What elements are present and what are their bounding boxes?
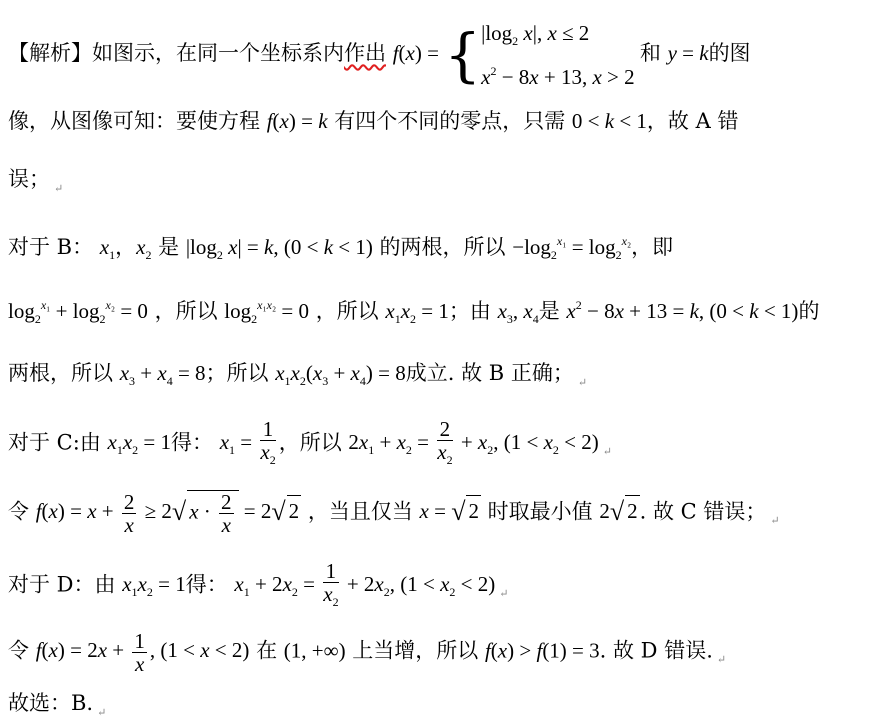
- text-suoyi-3: ；所以: [205, 361, 269, 385]
- math-x3-x4: $x_3$, $x_4$: [497, 299, 539, 326]
- text-suoyi-1: ，所以: [154, 299, 218, 323]
- text-de-d: 得：: [185, 572, 228, 597]
- text-wu: 误；: [8, 167, 50, 191]
- math-x1x2-eq-1: $x_1x_2 = 1$: [385, 299, 449, 326]
- text-xiang: 像，从图像可知：要使方程: [8, 109, 260, 133]
- line-2: [8, 106, 738, 136]
- line-6: [8, 358, 587, 398]
- text-sige: 有四个不同的零点，只需: [334, 109, 566, 133]
- math-fx-2x: f(x) = 2x + $\frac{1}{x}$ , (1 < x < 2): [35, 629, 250, 676]
- paragraph-mark: ↵: [499, 587, 509, 601]
- text-ji: ，即: [631, 235, 674, 259]
- math-interval: (1, +∞): [283, 638, 346, 663]
- line-9: [8, 560, 508, 613]
- paragraph-mark: ↵: [97, 706, 107, 719]
- math-fx-gt-f1: f(x) > f(1) = 3: [484, 638, 600, 663]
- paragraph-mark: ↵: [54, 182, 64, 195]
- text-lianggen: 的两根，所以: [379, 235, 506, 259]
- paragraph-mark: ↵: [716, 653, 727, 667]
- text-c-cuowu: . 故 C 错误；: [639, 499, 767, 524]
- line-8: [8, 490, 780, 536]
- math-2root2: 2√ 2: [599, 497, 638, 527]
- text-dangqie: ，当且仅当: [307, 499, 413, 524]
- text-he: 和: [639, 40, 661, 65]
- text-zuixiao: 时取最小值: [487, 499, 593, 524]
- math-x3-plus-x4: $x_3 + x_4 = 8$: [119, 361, 206, 388]
- math-fx-def: f(x) = { $|\log_2$ x|, x ≤ 2 $x^2 - 8x + 13$, x > 2: [392, 21, 635, 89]
- text-detu: 的图: [708, 40, 751, 65]
- line-3: [8, 164, 63, 204]
- text-dangzeng: 上当增，所以: [352, 638, 479, 663]
- text-ling: 令: [8, 499, 29, 524]
- line-5: [8, 290, 819, 334]
- math-quadratic: $x^2 - 8x + 13 = k$, (0 < k < 1): [566, 298, 799, 323]
- text-chengli: 成立. 故 B 正确；: [405, 361, 574, 385]
- math-log-prod: $\log_2^{x_1x_2} = 0$: [224, 298, 309, 326]
- math-log-sum: $\log_2^{x_1} + \log_2^{x_2} = 0$: [8, 298, 148, 326]
- math-prod-sum: $x_1x_2(x_3 + x_4) = 8$: [275, 361, 406, 388]
- math-k-range: 0 < k < 1: [571, 109, 647, 133]
- text-zuochu: 作出: [344, 40, 386, 65]
- math-x1-frac: $x_1$ = $\frac{1}{x_2}$: [219, 417, 276, 467]
- math-x1-x2: $x_1$，$x_2$: [99, 235, 152, 262]
- text-you: ；由: [448, 299, 491, 323]
- math-fx-eq-k: f(x) = k: [266, 109, 328, 133]
- text-duiyu-c: 对于 C:由: [8, 430, 101, 455]
- line-10: [8, 630, 726, 675]
- line-11: [8, 688, 106, 728]
- text-lianggen-2: 两根，所以: [8, 361, 113, 385]
- text-d-cuowu: . 故 D 错误.: [599, 638, 713, 663]
- text-suoyi-2: ，所以: [315, 299, 379, 323]
- math-x1-plus-2x2: $x_1 + 2x_2$ = $\frac{1}{x_2}$ + $2x_2$, $(1 < x_2 < 2)$: [234, 559, 496, 609]
- math-2x1-plus-x2: $2x_1 + x_2$ = $\frac{2}{x_2}$ + $x_2$, $(1 < x_2 < 2)$: [348, 417, 599, 467]
- paragraph-mark: ↵: [770, 514, 780, 528]
- math-amgm: f(x) = x + $\frac{2}{x}$ ≥ 2√ x · $\frac{2}{x}$ = 2√ 2: [35, 490, 300, 537]
- text-ling-d: 令: [8, 638, 29, 663]
- math-x-eq-root2: x = √ 2: [419, 497, 479, 527]
- paragraph-mark: ↵: [602, 445, 612, 459]
- text-de-c: 得：: [171, 430, 214, 455]
- text-shi: 是: [158, 235, 180, 259]
- text-duiyu-d: 对于 D：由: [8, 572, 116, 597]
- text-de: 的: [798, 299, 820, 323]
- text-zai: 在: [256, 638, 278, 663]
- line-7: [8, 418, 612, 471]
- math-x1x2-eq-1-c: $x_1x_2 = 1$: [107, 430, 172, 458]
- math-y-eq-k: y = k: [667, 40, 709, 65]
- math-x1x2-eq-1-d: $x_1x_2 = 1$: [122, 572, 186, 600]
- line-4: [8, 226, 673, 270]
- text-gu-a: ，故 A 错: [646, 109, 739, 133]
- text-shi-2: 是: [538, 299, 560, 323]
- text-guxuan: 故选：B.: [8, 691, 94, 715]
- line-1: [8, 18, 751, 92]
- text-duiyu-b: 对于 B：: [8, 235, 94, 259]
- math-abs-log-eq-k: $|\log_2$ x| = k, (0 < k < 1): [185, 235, 373, 262]
- math-neg-log-eq: $-\log_2^{x_1} = \log_2^{x_2}$: [512, 234, 632, 262]
- text-jiexi: 【解析】如图示，在同一个坐标系内: [8, 40, 344, 65]
- text-suoyi-c: ，所以: [278, 430, 342, 455]
- paragraph-mark: ↵: [577, 376, 588, 389]
